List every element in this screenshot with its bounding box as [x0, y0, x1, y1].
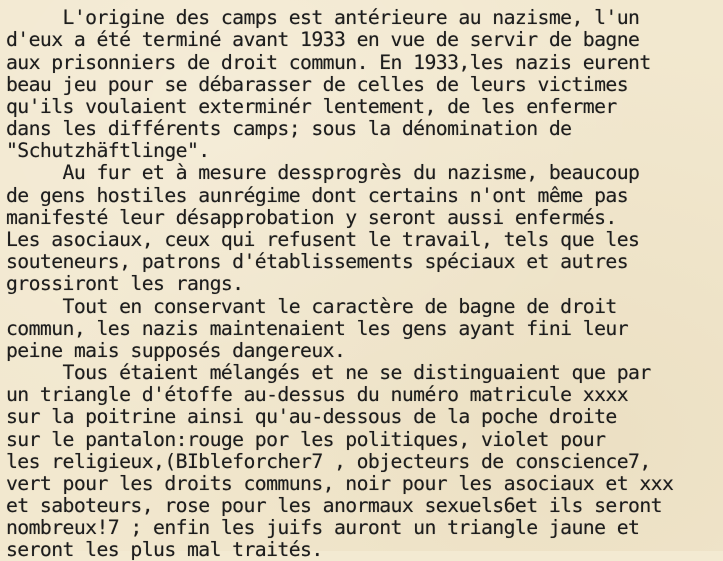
text-line: Au fur et à mesure dessprogrès du nazisme, beaucoup: [6, 161, 640, 184]
text-line: vert pour les droits communs, noir pour les asociaux et xxx: [6, 472, 674, 495]
text-line: L'origine des camps est antérieure au nazisme, l'un: [6, 6, 640, 29]
text-line: Tout en conservant le caractère de bagne de droit: [6, 295, 617, 318]
text-line: un triangle d'étoffe au-dessus du numéro matricule xxxx: [6, 383, 629, 406]
text-line: beau jeu pour se débarasser de celles de leurs victimes: [6, 73, 629, 96]
text-line: de gens hostiles aunrégime dont certains n'ont même pas: [6, 184, 629, 207]
text-line: d'eux a été terminé avant 1933 en vue de servir de bagne: [6, 28, 640, 51]
text-line: commun, les nazis maintenaient les gens ayant fini leur: [6, 317, 629, 340]
text-line: et saboteurs, rose pour les anormaux sexuels6et ils seront: [6, 494, 662, 517]
text-line: dans les différents camps; sous la dénomination de: [6, 117, 572, 140]
text-line: qu'ils voulaient exterminér lentement, de les enfermer: [6, 95, 617, 118]
text-line: souteneurs, patrons d'établissements spéciaux et autres: [6, 250, 629, 273]
text-line: grossiront les rangs.: [6, 272, 244, 295]
text-line: aux prisonniers de droit commun. En 1933,les nazis eurent: [6, 51, 651, 74]
text-line: "Schutzhäftlinge".: [6, 139, 210, 162]
text-line: manifesté leur désapprobation y seront aussi enfermés.: [6, 206, 617, 229]
text-line: les religieux,(BIbleforcher7 , objecteurs de conscience7,: [6, 450, 651, 473]
text-line: sur la poitrine ainsi qu'au-dessous de la poche droite: [6, 405, 617, 428]
text-line: Tous étaient mélangés et ne se distinguaient que par: [6, 361, 651, 384]
text-line: Les asociaux, ceux qui refusent le travail, tels que les: [6, 228, 640, 251]
text-line: seront les plus mal traités.: [6, 538, 323, 561]
text-line: peine mais supposés dangereux.: [6, 339, 346, 362]
text-line: nombreux!7 ; enfin les juifs auront un triangle jaune et: [6, 516, 640, 539]
text-line: sur le pantalon:rouge por les politiques, violet pour: [6, 428, 606, 451]
